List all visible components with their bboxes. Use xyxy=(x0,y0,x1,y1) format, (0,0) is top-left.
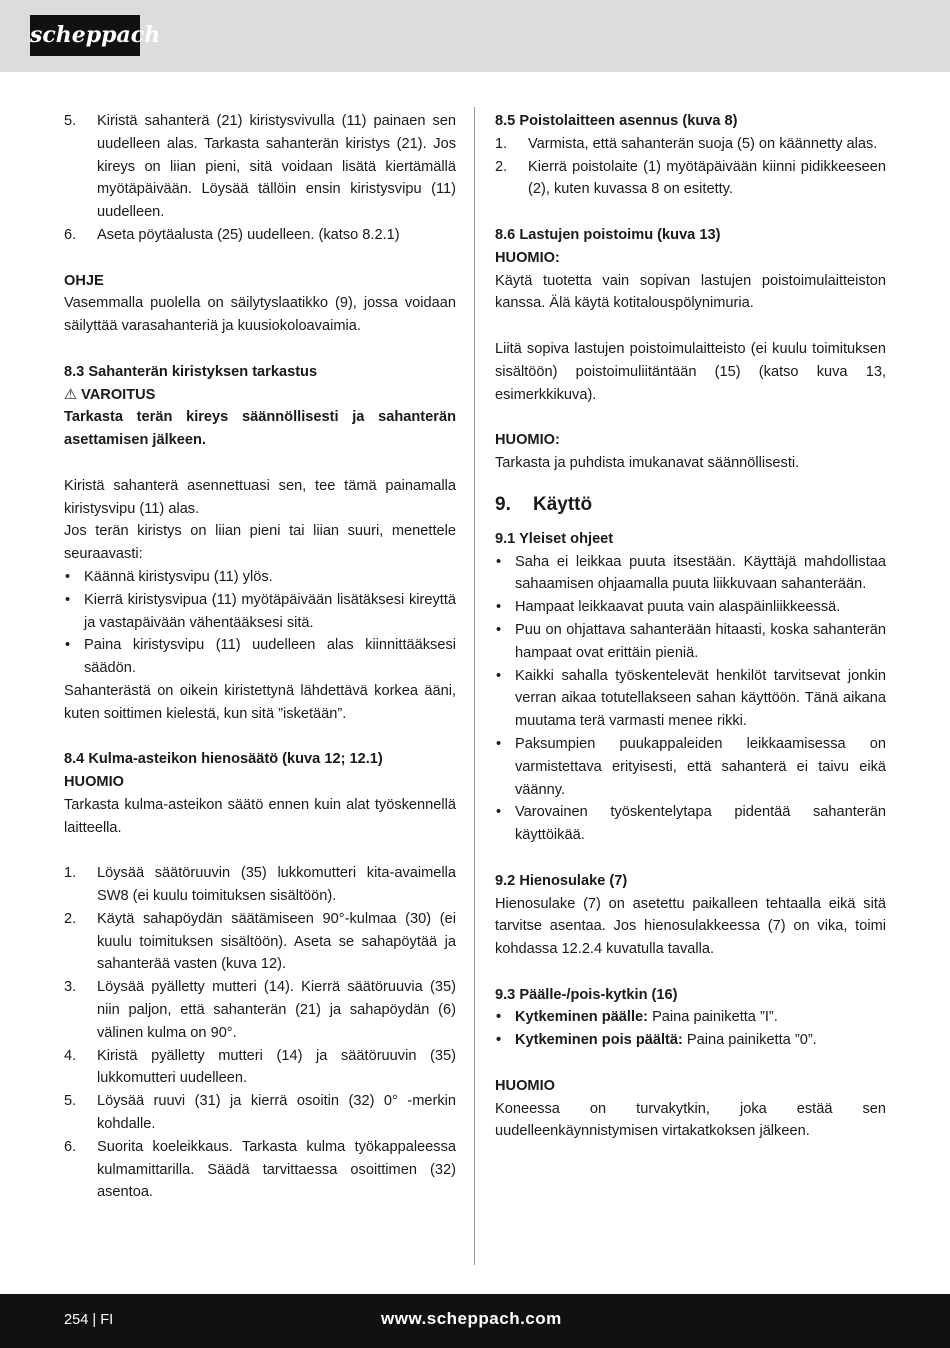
paragraph: Jos terän kiristys on liian pieni tai liian suuri, menettele seuraavasti: xyxy=(64,523,456,563)
list-item: • Paina kiristysvipu (11) uudelleen alas kiinnittääksesi säädön. xyxy=(65,637,456,677)
note-heading: HUOMIO: xyxy=(495,432,560,449)
section-heading-8-6: 8.6 Lastujen poistoimu (kuva 13) xyxy=(495,226,721,243)
warning-text: Tarkasta terän kireys säännöllisesti ja sahanterän asettamisen jälkeen. xyxy=(64,409,456,449)
steps-list-b xyxy=(64,862,456,1204)
note-heading: HUOMIO xyxy=(64,774,124,791)
note-text: Käytä tuotetta vain sopivan lastujen poistoimulaitteiston kanssa. Älä käytä kotitalouspölynimuria. xyxy=(495,272,886,312)
paragraph: Hienosulake (7) on asetettu paikalleen tehtaalla eikä sitä tarvitse asentaa. Jos hienosulakkeessa (7) on vika, toimi kohdassa 12.2.4 kuvatulla tavalla. xyxy=(495,895,886,958)
steps-list-a xyxy=(64,110,456,247)
paragraph: Kiristä sahanterä asennettuasi sen, tee tämä painamalla kiristysvipu (11) alas. xyxy=(64,477,456,517)
note-text: Tarkasta ja puhdista imukanavat säännöllisesti. xyxy=(495,454,800,471)
chapter-heading-9: 9. Käyttö xyxy=(495,493,593,515)
note-text: Vasemmalla puolella on säilytyslaatikko (9), jossa voidaan säilyttää varasahanteriä ja kuusiokoloavaimia. xyxy=(64,295,456,335)
list-item: 2. Käytä sahapöydän säätämiseen 90°-kulmaa (30) (ei kuulu toimituksen sisältöön). Aseta se sahapöytää ja sahanterää vasten (kuva 12). xyxy=(64,910,456,973)
footer-bar xyxy=(0,1294,950,1348)
left-column xyxy=(64,110,456,1204)
column-divider xyxy=(474,107,475,1265)
list-item: • Kaikki sahalla työskentelevät henkilöt tarvitsevat jonkin verran aikaa totutellakseen sahan käyttöön. Tänä aikana muutama terä varmasti menee rikki. xyxy=(496,667,886,730)
paragraph: Sahanterästä on oikein kiristettynä lähdettävä korkea ääni, kuten soittimen kielestä, kun sitä ”isketään”. xyxy=(64,682,456,722)
list-item: • Saha ei leikkaa puuta itsestään. Käyttäjä mahdollistaa sahaamisen ohjaamalla puuta liikkuvaan sahanterään. xyxy=(496,553,886,593)
section-heading-9-1: 9.1 Yleiset ohjeet xyxy=(495,530,614,547)
list-item: 5. Löysää ruuvi (31) ja kierrä osoitin (32) 0° -merkin kohdalle. xyxy=(64,1093,456,1133)
page-number: 254 | FI xyxy=(64,1312,114,1328)
section-heading-8-4: 8.4 Kulma-asteikon hienosäätö (kuva 12; 12.1) xyxy=(64,751,383,768)
website-url: www.scheppach.com xyxy=(381,1309,562,1328)
list-item: 6. Suorita koeleikkaus. Tarkasta kulma työkappaleessa kulmamittarilla. Säädä tarvittaessa osoittimen (32) asentoa. xyxy=(64,1138,456,1201)
list-item: • Hampaat leikkaavat puuta vain alaspäinliikkeessä. xyxy=(496,599,841,616)
note-text: Tarkasta kulma-asteikon säätö ennen kuin alat työskennellä laitteella. xyxy=(64,796,456,836)
list-item: 5. Kiristä sahanterä (21) kiristysvivulla (11) painaen sen uudelleen alas. Tarkasta sahanterän kiristys (21). Jos kireys on liian pieni, sitä voidaan lisätä kiertämällä myötäpäivään. Löysää tällöin ensin kiristysvipu (11) uudelleen. xyxy=(64,113,456,221)
list-item: • Kytkeminen pois päältä: Paina painiketta ”0”. xyxy=(496,1032,817,1049)
list-item: 4. Kiristä pyälletty mutteri (14) ja säätöruuvin (35) lukkomutteri uudelleen. xyxy=(64,1047,456,1087)
scheppach-logo: scheppach xyxy=(30,15,140,56)
section-heading-8-5: 8.5 Poistolaitteen asennus (kuva 8) xyxy=(495,113,738,129)
list-item: • Varovainen työskentelytapa pidentää sahanterän käyttöikää. xyxy=(496,804,886,844)
list-item: 6. Aseta pöytäalusta (25) uudelleen. (katso 8.2.1) xyxy=(64,226,400,243)
warning-heading: ⚠ VAROITUS xyxy=(64,384,456,407)
paragraph: Liitä sopiva lastujen poistoimulaitteisto (ei kuulu toimituksen sisältöön) poistoimuliitäntään (15) (katso kuva 13, esimerkkikuva). xyxy=(495,340,886,403)
note-text: Koneessa on turvakytkin, joka estää sen uudelleenkäynnistymisen virtakatkoksen jälkeen. xyxy=(495,1100,886,1140)
steps-list-c xyxy=(495,133,886,201)
section-heading-9-2: 9.2 Hienosulake (7) xyxy=(495,872,628,889)
list-item: 1. Varmista, että sahanterän suoja (5) on käännetty alas. xyxy=(495,135,878,152)
warning-triangle-icon: ⚠ xyxy=(64,386,78,403)
list-item: • Käännä kiristysvipu (11) ylös. xyxy=(65,568,273,585)
right-column xyxy=(495,110,886,1143)
list-item: • Puu on ohjattava sahanterään hitaasti, koska sahanterän hampaat ovat erittäin pieniä. xyxy=(496,621,886,661)
list-item: 2. Kierrä poistolaite (1) myötäpäivään kiinni pidikkeeseen (2), kuten kuvassa 8 on esitetty. xyxy=(495,158,886,198)
section-heading-8-3: 8.3 Sahanterän kiristyksen tarkastus xyxy=(64,363,318,380)
list-item: • Kierrä kiristysvipua (11) myötäpäivään lisätäksesi kireyttä ja vastapäivään vähentääksesi sitä. xyxy=(65,591,456,631)
note-heading: OHJE xyxy=(64,272,104,289)
header-bar xyxy=(0,0,950,72)
list-item: 1. Löysää säätöruuvin (35) lukkomutteri kita-avaimella SW8 (ei kuulu toimituksen sisältöön). xyxy=(64,865,456,905)
note-heading: HUOMIO xyxy=(495,1077,555,1094)
bullet-list xyxy=(64,566,456,680)
bullet-list xyxy=(495,1006,886,1052)
note-heading: HUOMIO: xyxy=(495,249,560,266)
bullet-list xyxy=(495,551,886,847)
list-item: • Kytkeminen päälle: Paina painiketta ”I”. xyxy=(496,1009,778,1026)
list-item: • Paksumpien puukappaleiden leikkaamisessa on varmistettava erityisesti, että sahanterä ei taivu eikä väänny. xyxy=(496,735,886,798)
list-item: 3. Löysää pyälletty mutteri (14). Kierrä säätöruuvia (35) niin paljon, että sahanterän (21) ja sahapöydän (6) välinen kulma on 90°. xyxy=(64,979,456,1041)
section-heading-9-3: 9.3 Päälle-/pois-kytkin (16) xyxy=(495,986,678,1003)
